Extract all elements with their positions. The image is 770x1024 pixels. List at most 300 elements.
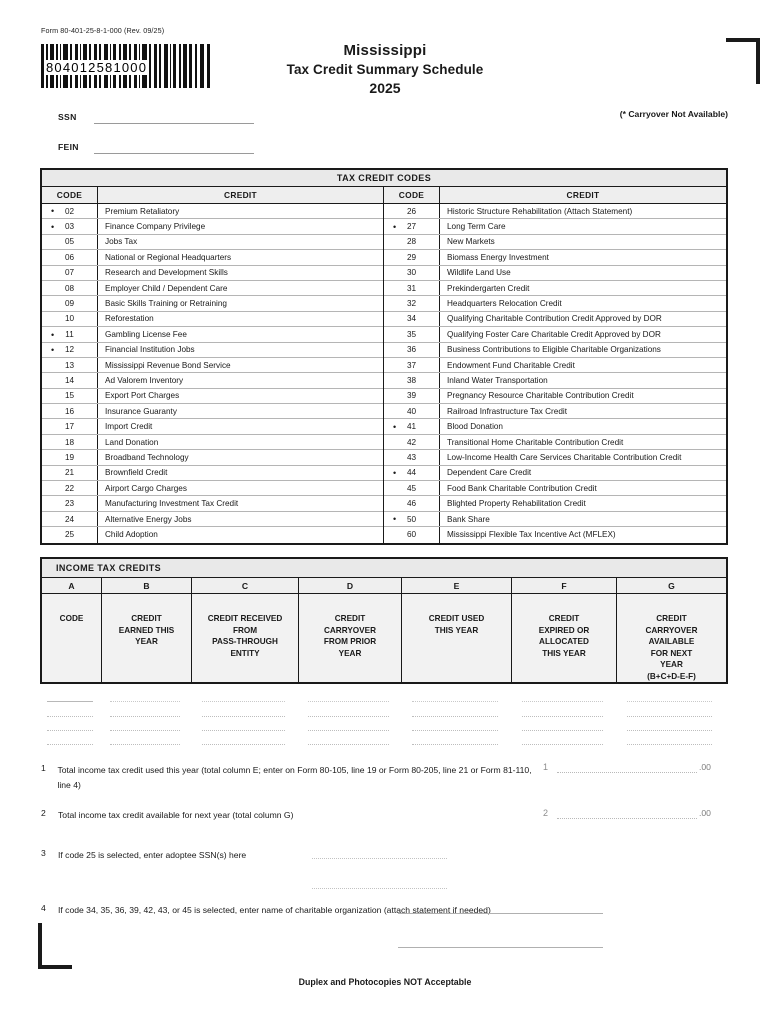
credit-name-cell: Ad Valorem Inventory (105, 375, 184, 385)
line-3-number: 3 (41, 848, 46, 858)
entry-rule (47, 705, 94, 717)
asterisk-icon: • (51, 206, 55, 217)
credit-code-cell (384, 404, 440, 418)
entry-row (40, 702, 728, 716)
credit-code-row (384, 312, 726, 327)
credit-code-row (384, 266, 726, 281)
credit-code-cell (42, 312, 98, 326)
adoptee-ssn-input-1[interactable] (312, 858, 447, 859)
line-1 (41, 763, 541, 792)
credit-name-cell: Finance Company Privilege (105, 222, 206, 232)
entry-rule (308, 690, 388, 702)
credit-name-cell: Reforestation (105, 314, 154, 324)
credit-code-cell (384, 281, 440, 295)
credit-code-row (42, 343, 383, 358)
credit-code-cell (384, 481, 440, 495)
credit-code-row (384, 481, 726, 496)
credit-code-value: 15 (64, 391, 75, 401)
credit-code-value: 25 (64, 530, 75, 540)
credit-code-row (42, 250, 383, 265)
footer-note: Duplex and Photocopies NOT Acceptable (298, 977, 472, 987)
credit-code-value: 21 (64, 468, 75, 478)
codes-right-header (384, 187, 726, 204)
credit-code-value: 38 (406, 375, 417, 385)
credit-code-cell (42, 296, 98, 310)
barcode-number: 804012581000 (46, 60, 148, 75)
credit-name-cell: Brownfield Credit (105, 468, 168, 478)
fein-field-row (58, 141, 254, 154)
entry-rule (47, 719, 94, 731)
header-code: CODE (42, 187, 98, 203)
title-year: 2025 (369, 80, 401, 96)
credit-name-cell: Blighted Property Rehabilitation Credit (447, 499, 586, 509)
credit-code-cell (384, 327, 440, 341)
credit-name-cell: Mississippi Revenue Bond Service (105, 360, 231, 370)
credit-code-cell (42, 281, 98, 295)
credit-code-row (42, 527, 383, 542)
credit-name-cell: Bank Share (447, 514, 490, 524)
credit-name-cell: Transitional Home Charitable Contribution Credit (447, 437, 624, 447)
credit-name-cell: Insurance Guaranty (105, 406, 177, 416)
entry-input-f[interactable] (510, 702, 615, 716)
entry-rule (412, 733, 498, 745)
entry-input-c[interactable] (190, 702, 297, 716)
entry-input-b[interactable] (100, 702, 190, 716)
entry-rule (308, 705, 388, 717)
entry-input-g[interactable] (615, 688, 724, 702)
credit-code-cell (42, 389, 98, 403)
credit-code-value: 16 (64, 406, 75, 416)
credit-code-row (42, 389, 383, 404)
credit-code-value: 03 (64, 222, 75, 232)
line-1-amount-number: 1 (543, 762, 549, 772)
credit-code-value: 07 (64, 268, 75, 278)
line-4 (41, 903, 561, 918)
credit-code-row (384, 281, 726, 296)
column-header-e: CREDIT USED THIS YEAR (402, 594, 512, 682)
credit-name-cell: Prekindergarten Credit (447, 283, 530, 293)
credit-name-cell: Child Adoption (105, 530, 158, 540)
entry-row (40, 731, 728, 745)
entry-rule (627, 690, 712, 702)
entry-input-c[interactable] (190, 731, 297, 745)
entry-row (40, 688, 728, 702)
credit-name-cell: Pregnancy Resource Charitable Contribution Credit (447, 391, 634, 401)
credit-code-value: 39 (406, 391, 417, 401)
credit-code-value: 19 (64, 452, 75, 462)
fein-input[interactable] (94, 141, 254, 154)
credit-code-row (42, 281, 383, 296)
credit-code-row (42, 435, 383, 450)
credit-name-cell: Endowment Fund Charitable Credit (447, 360, 575, 370)
entry-rule (412, 690, 498, 702)
credit-code-value: 32 (406, 299, 417, 309)
entry-input-e[interactable] (400, 717, 510, 731)
column-header-c: CREDIT RECEIVED FROM PASS-THROUGH ENTITY (192, 594, 299, 682)
credit-code-cell (42, 527, 98, 542)
credit-code-cell (384, 250, 440, 264)
line-1-text: Total income tax credit used this year (total column E; enter on Form 80-105, line 19 or Form 80-205, line 21 or Form 81-110, line 4) (57, 765, 532, 790)
credit-name-cell: Blood Donation (447, 422, 503, 432)
credit-code-cell (42, 404, 98, 418)
entry-rule (627, 705, 712, 717)
header-credit: CREDIT (566, 190, 600, 200)
credit-code-cell (384, 373, 440, 387)
credit-code-value: 34 (406, 314, 417, 324)
tax-credit-codes-table (40, 168, 728, 545)
credit-code-row (384, 219, 726, 234)
credit-name-cell: Import Credit (105, 422, 153, 432)
credit-name-cell: Business Contributions to Eligible Charitable Organizations (447, 345, 661, 355)
entry-input-b[interactable] (100, 731, 190, 745)
credit-code-value: 06 (64, 252, 75, 262)
credit-code-cell (42, 496, 98, 510)
registration-mark-bottom-left (38, 923, 72, 969)
credit-code-value: 18 (64, 437, 75, 447)
credit-code-cell (42, 250, 98, 264)
entry-rule (110, 733, 180, 745)
credit-code-value: 36 (406, 345, 417, 355)
credit-code-cell (384, 343, 440, 357)
credit-code-row (384, 358, 726, 373)
column-header-row (42, 594, 726, 682)
credit-name-cell: National or Regional Headquarters (105, 252, 232, 262)
credit-code-cell (42, 204, 98, 218)
column-header-f: CREDIT EXPIRED OR ALLOCATED THIS YEAR (512, 594, 617, 682)
credit-code-value: 42 (406, 437, 417, 447)
title-schedule: Tax Credit Summary Schedule (286, 62, 484, 77)
entry-input-g[interactable] (615, 731, 724, 745)
credit-name-cell: Research and Development Skills (105, 268, 228, 278)
credit-code-row (384, 466, 726, 481)
credit-code-value: 37 (406, 360, 417, 370)
credit-code-value: 17 (64, 422, 75, 432)
entry-rule (627, 733, 712, 745)
credit-code-cell (384, 389, 440, 403)
credit-name-cell: Basic Skills Training or Retraining (105, 299, 227, 309)
credit-name-cell: Historic Structure Rehabilitation (Attach Statement) (447, 206, 633, 216)
credit-name-cell: Manufacturing Investment Tax Credit (105, 499, 239, 509)
credit-code-value: 27 (406, 222, 417, 232)
credit-code-value: 40 (406, 406, 417, 416)
line-1-amount-group (543, 760, 711, 773)
credit-code-cell (42, 512, 98, 526)
line-2-cents: .00 (699, 808, 711, 818)
credit-code-cell (42, 235, 98, 249)
line-2-number: 2 (41, 808, 46, 818)
codes-left-header (42, 187, 383, 204)
credit-code-value: 45 (406, 483, 417, 493)
credit-name-cell: Mississippi Flexible Tax Incentive Act (MFLEX) (447, 530, 616, 540)
entry-input-g[interactable] (615, 702, 724, 716)
credit-code-value: 31 (406, 283, 417, 293)
credit-code-row (384, 250, 726, 265)
entry-rule (202, 705, 285, 717)
asterisk-icon: • (393, 514, 397, 525)
credit-code-row (42, 466, 383, 481)
entry-input-a[interactable] (40, 731, 100, 745)
credit-code-row (384, 235, 726, 250)
income-tax-credits-table (40, 557, 728, 684)
credit-entry-rows (40, 688, 728, 745)
charitable-org-input-2[interactable] (398, 947, 603, 948)
line-3-text: If code 25 is selected, enter adoptee SSN(s) here (58, 850, 247, 860)
credit-code-row (384, 296, 726, 311)
line-4-number: 4 (41, 903, 46, 913)
credit-code-value: 09 (64, 299, 75, 309)
credit-code-row (42, 481, 383, 496)
credit-code-value: 12 (64, 345, 75, 355)
entry-input-e[interactable] (400, 688, 510, 702)
credit-name-cell: Land Donation (105, 437, 159, 447)
entry-input-f[interactable] (510, 688, 615, 702)
credit-name-cell: Qualifying Foster Care Charitable Credit Approved by DOR (447, 329, 661, 339)
credit-name-cell: Low-Income Health Care Services Charitable Contribution Credit (447, 452, 682, 462)
column-header-g: CREDIT CARRYOVER AVAILABLE FOR NEXT YEAR (B+C+D-E-F) (645, 614, 698, 681)
entry-input-a[interactable] (40, 717, 100, 731)
credit-code-row (42, 296, 383, 311)
credit-code-cell (42, 481, 98, 495)
entry-input-e[interactable] (400, 702, 510, 716)
column-letter-row (42, 578, 726, 594)
entry-rule (522, 690, 604, 702)
header-code: CODE (384, 187, 440, 203)
entry-input-f[interactable] (510, 731, 615, 745)
credit-code-row (42, 235, 383, 250)
credit-code-row (42, 373, 383, 388)
line-2-amount-group (543, 806, 711, 819)
credit-code-row (384, 373, 726, 388)
entry-input-d[interactable] (297, 717, 400, 731)
entry-input-c[interactable] (190, 717, 297, 731)
credit-code-cell (42, 219, 98, 233)
entry-input-e[interactable] (400, 731, 510, 745)
credit-name-cell: Broadband Technology (105, 452, 189, 462)
entry-input-b[interactable] (100, 688, 190, 702)
credit-name-cell: Jobs Tax (105, 237, 138, 247)
carryover-note: (* Carryover Not Available) (619, 109, 728, 119)
ssn-label: SSN (58, 112, 77, 122)
credit-code-value: 11 (65, 329, 74, 339)
credit-code-row (42, 450, 383, 465)
credit-code-cell (42, 419, 98, 433)
asterisk-icon: • (393, 468, 397, 479)
line-3 (41, 848, 541, 863)
credit-name-cell: Food Bank Charitable Contribution Credit (447, 483, 597, 493)
credit-code-cell (384, 496, 440, 510)
entry-rule (522, 705, 604, 717)
credit-code-value: 28 (406, 237, 417, 247)
credit-code-cell (42, 266, 98, 280)
ssn-input[interactable] (94, 111, 254, 124)
entry-row (40, 717, 728, 731)
entry-rule (110, 705, 180, 717)
credit-code-cell (384, 266, 440, 280)
credit-code-value: 10 (64, 314, 75, 324)
entry-rule (110, 690, 180, 702)
credit-code-row (42, 496, 383, 511)
credit-name-cell: New Markets (447, 237, 495, 247)
column-letter-d: D (299, 578, 402, 593)
asterisk-icon: • (393, 421, 397, 432)
line-2 (41, 808, 541, 823)
entry-input-f[interactable] (510, 717, 615, 731)
entry-input-d[interactable] (297, 702, 400, 716)
entry-rule (522, 733, 604, 745)
line-4-text: If code 34, 35, 36, 39, 42, 43, or 45 is selected, enter name of charitable organization (attach statement if needed) (58, 905, 491, 915)
credit-code-value: 50 (406, 514, 417, 524)
form-title-block (0, 42, 770, 96)
asterisk-icon: • (393, 221, 397, 232)
credit-code-row (384, 512, 726, 527)
ssn-field-row (58, 111, 254, 124)
column-header-a: CODE (42, 594, 102, 682)
entry-rule (202, 719, 285, 731)
entry-rule (308, 733, 388, 745)
title-state: Mississippi (343, 42, 427, 59)
credit-code-cell (42, 343, 98, 357)
charitable-org-input-1[interactable] (398, 913, 603, 914)
credit-code-cell (384, 204, 440, 218)
credit-code-value: 22 (64, 483, 75, 493)
entry-input-c[interactable] (190, 688, 297, 702)
credit-code-cell (384, 419, 440, 433)
entry-rule (412, 719, 498, 731)
credit-name-cell: Long Term Care (447, 222, 506, 232)
credit-code-cell (42, 327, 98, 341)
entry-rule (110, 719, 180, 731)
credit-name-cell: Wildlife Land Use (447, 268, 511, 278)
credit-code-row (384, 419, 726, 434)
credit-name-cell: Headquarters Relocation Credit (447, 299, 562, 309)
credit-name-cell: Employer Child / Dependent Care (105, 283, 228, 293)
credit-code-row (384, 527, 726, 542)
income-tax-credits-band: INCOME TAX CREDITS (42, 559, 726, 578)
credit-code-row (42, 266, 383, 281)
credit-code-row (384, 496, 726, 511)
credit-code-value: 41 (406, 422, 417, 432)
credit-code-value: 08 (64, 283, 75, 293)
entry-input-d[interactable] (297, 731, 400, 745)
line-1-cents: .00 (699, 762, 711, 772)
credit-code-row (42, 327, 383, 342)
credit-code-row (384, 435, 726, 450)
credit-name-cell: Financial Institution Jobs (105, 345, 195, 355)
credit-name-cell: Premium Retaliatory (105, 206, 180, 216)
entry-rule (627, 719, 712, 731)
column-letter-a: A (42, 578, 102, 593)
credit-name-cell: Railroad Infrastructure Tax Credit (447, 406, 567, 416)
credit-code-value: 35 (406, 329, 417, 339)
entry-rule (522, 719, 604, 731)
entry-input-a[interactable] (40, 702, 100, 716)
form-number: Form 80-401-25-8-1-000 (Rev. 09/25) (41, 26, 165, 35)
line-2-text: Total income tax credit available for next year (total column G) (58, 810, 294, 820)
credit-code-row (384, 389, 726, 404)
credit-code-row (384, 404, 726, 419)
entry-rule (47, 733, 94, 745)
credit-name-cell: Export Port Charges (105, 391, 180, 401)
entry-rule (47, 690, 94, 702)
credit-code-value: 13 (64, 360, 75, 370)
credit-code-value: 60 (406, 530, 417, 540)
credit-code-value: 43 (406, 452, 417, 462)
credit-code-value: 14 (64, 375, 75, 385)
credit-code-value: 02 (64, 206, 75, 216)
credit-code-value: 46 (406, 499, 417, 509)
line-1-amount-input[interactable] (557, 760, 697, 773)
credit-code-value: 05 (64, 237, 75, 247)
entry-rule (412, 705, 498, 717)
credit-code-row (384, 327, 726, 342)
fein-label: FEIN (58, 142, 79, 152)
line-1-number: 1 (41, 763, 46, 773)
credit-code-row (42, 512, 383, 527)
entry-input-d[interactable] (297, 688, 400, 702)
credit-code-value: 44 (406, 468, 417, 478)
credit-name-cell: Alternative Energy Jobs (105, 514, 192, 524)
credit-code-cell (42, 373, 98, 387)
line-2-amount-number: 2 (543, 808, 549, 818)
credit-code-cell (384, 219, 440, 233)
credit-code-value: 30 (406, 268, 417, 278)
column-letter-g: G (668, 580, 675, 591)
entry-rule (202, 690, 285, 702)
credit-name-cell: Dependent Care Credit (447, 468, 532, 478)
credit-name-cell: Gambling License Fee (105, 329, 187, 339)
credit-code-cell (384, 512, 440, 526)
entry-input-a[interactable] (40, 688, 100, 702)
codes-column-left (42, 187, 384, 543)
credit-code-cell (384, 435, 440, 449)
adoptee-ssn-input-2[interactable] (312, 888, 447, 889)
asterisk-icon: • (51, 329, 55, 340)
credit-name-cell: Airport Cargo Charges (105, 483, 187, 493)
credit-code-row (42, 219, 383, 234)
credit-code-cell (42, 450, 98, 464)
entry-input-g[interactable] (615, 717, 724, 731)
credit-code-cell (42, 435, 98, 449)
asterisk-icon: • (51, 221, 55, 232)
column-letter-c: C (192, 578, 299, 593)
credit-code-row (42, 419, 383, 434)
credit-code-cell (42, 466, 98, 480)
credit-code-cell (384, 466, 440, 480)
column-header-b: CREDIT EARNED THIS YEAR (102, 594, 192, 682)
line-2-amount-input[interactable] (557, 806, 697, 819)
credit-code-value: 24 (64, 514, 75, 524)
entry-rule (202, 733, 285, 745)
credit-code-row (42, 404, 383, 419)
column-letter-e: E (402, 578, 512, 593)
column-header-d: CREDIT CARRYOVER FROM PRIOR YEAR (299, 594, 402, 682)
credit-code-row (384, 343, 726, 358)
credit-code-value: 23 (64, 499, 75, 509)
tax-credit-codes-band: TAX CREDIT CODES (42, 170, 726, 187)
credit-code-cell (384, 235, 440, 249)
codes-column-right (384, 187, 726, 543)
entry-rule (308, 719, 388, 731)
credit-code-row (42, 312, 383, 327)
credit-code-cell (384, 450, 440, 464)
credit-code-cell (384, 312, 440, 326)
entry-input-b[interactable] (100, 717, 190, 731)
credit-code-cell (384, 358, 440, 372)
credit-name-cell: Inland Water Transportation (447, 375, 548, 385)
credit-code-row (42, 204, 383, 219)
credit-code-cell (42, 358, 98, 372)
credit-name-cell: Biomass Energy Investment (447, 252, 549, 262)
